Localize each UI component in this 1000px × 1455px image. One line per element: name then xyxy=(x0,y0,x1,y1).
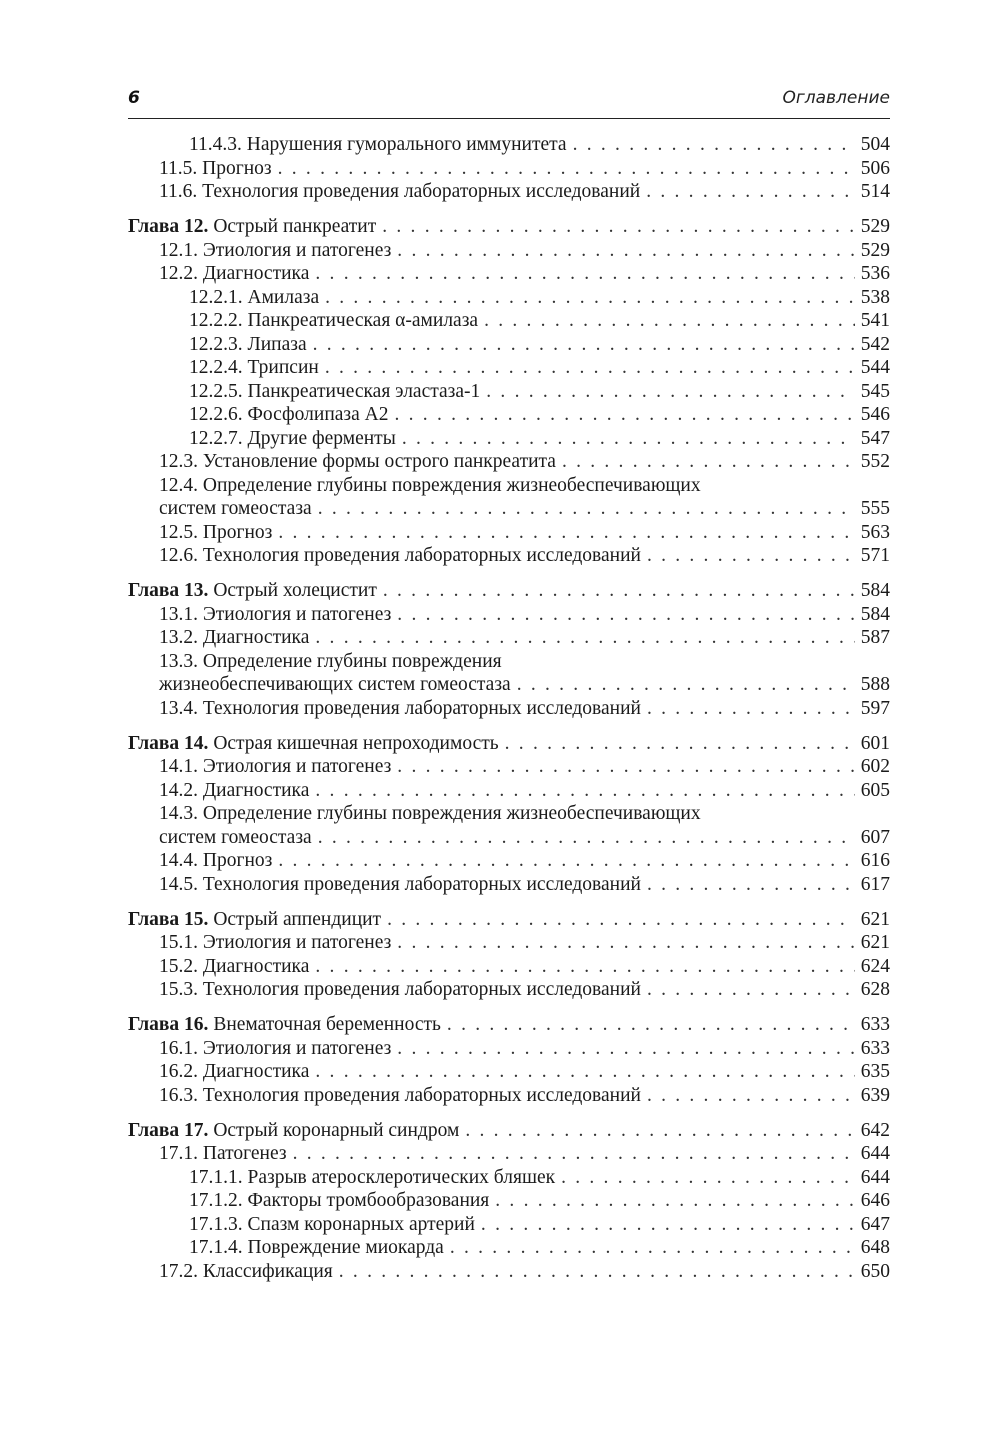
dot-leader xyxy=(293,1142,855,1166)
toc-entry-text xyxy=(159,826,312,850)
toc-entry-title: систем гомеостаза xyxy=(159,826,312,848)
toc-entry-text xyxy=(159,521,272,545)
table-of-contents xyxy=(128,133,890,1295)
toc-entry-number: 13.3. xyxy=(159,650,198,672)
toc-entry-title: Острый коронарный синдром xyxy=(213,1119,460,1141)
toc-entry-title: Технология проведения лабораторных исследований xyxy=(202,873,641,895)
dot-leader xyxy=(315,779,854,803)
dot-leader xyxy=(484,309,855,333)
dot-leader xyxy=(318,826,855,850)
toc-entry-number: 12.2.2. xyxy=(189,310,243,331)
toc-entry-title: Прогноз xyxy=(202,157,272,179)
toc-entry-page: 571 xyxy=(860,545,890,566)
toc-entry-number: 12.2.6. xyxy=(189,404,243,425)
toc-entry-number: 17.2. xyxy=(159,1260,198,1282)
toc-entry-number: 15.2. xyxy=(159,955,198,977)
toc-chapter-group xyxy=(128,908,890,1002)
toc-entry-text xyxy=(189,403,389,427)
toc-entry-title: Патогенез xyxy=(202,1143,287,1164)
toc-entry-title: Факторы тромбообразования xyxy=(247,1190,490,1211)
toc-entry-title: Технология проведения лабораторных исследований xyxy=(202,181,641,202)
toc-entry-text xyxy=(189,333,307,357)
toc-entry-text xyxy=(159,931,391,955)
toc-entry-page: 529 xyxy=(860,239,890,261)
toc-entry[interactable] xyxy=(128,626,890,650)
toc-entry[interactable] xyxy=(128,1236,890,1260)
toc-entry-page: 644 xyxy=(860,1143,890,1164)
toc-entry-page: 648 xyxy=(860,1237,890,1258)
toc-entry[interactable] xyxy=(128,474,890,498)
toc-entry[interactable] xyxy=(128,356,890,380)
toc-entry-page: 547 xyxy=(860,427,890,449)
toc-entry-title: Установление формы острого панкреатита xyxy=(202,451,556,472)
toc-entry[interactable] xyxy=(128,755,890,779)
page-number: 6 xyxy=(128,88,140,108)
toc-entry[interactable] xyxy=(128,1189,890,1213)
toc-entry-title: Липаза xyxy=(247,333,307,355)
toc-entry-text xyxy=(159,1060,309,1084)
toc-entry[interactable] xyxy=(128,697,890,721)
toc-entry-number: 16.2. xyxy=(159,1061,198,1082)
toc-entry-page: 536 xyxy=(860,263,890,284)
toc-entry-page: 529 xyxy=(860,216,890,237)
toc-entry-number: Глава 13. xyxy=(128,580,209,601)
toc-entry-text xyxy=(189,1236,444,1260)
toc-chapter-group xyxy=(128,133,890,204)
toc-entry-page: 650 xyxy=(860,1260,890,1282)
dot-leader xyxy=(450,1236,855,1260)
toc-entry-page: 639 xyxy=(860,1084,890,1106)
toc-entry-title: Повреждение миокарда xyxy=(247,1237,444,1258)
toc-entry-page: 616 xyxy=(860,850,890,871)
dot-leader xyxy=(647,544,855,568)
toc-entry-text xyxy=(128,732,499,756)
toc-entry-page: 552 xyxy=(860,451,890,472)
dot-leader xyxy=(647,978,855,1002)
dot-leader xyxy=(318,497,855,521)
dot-leader xyxy=(325,286,855,310)
toc-entry-title: Амилаза xyxy=(247,286,320,308)
toc-entry[interactable] xyxy=(128,603,890,627)
toc-chapter-entry[interactable] xyxy=(128,732,890,756)
toc-entry[interactable] xyxy=(128,1142,890,1166)
toc-entry-number: 12.2.1. xyxy=(189,286,243,308)
toc-entry-page: 545 xyxy=(860,380,890,402)
toc-entry-number: Глава 14. xyxy=(128,732,209,754)
toc-entry-title: Нарушения гуморального иммунитета xyxy=(246,134,567,155)
toc-entry-title: Этиология и патогенез xyxy=(202,1037,392,1059)
toc-entry-title: Прогноз xyxy=(202,850,273,871)
dot-leader xyxy=(397,239,854,263)
toc-entry-text xyxy=(189,356,319,380)
toc-entry-text xyxy=(189,1189,489,1213)
toc-entry-number: Глава 17. xyxy=(128,1119,209,1141)
toc-entry[interactable] xyxy=(128,450,890,474)
toc-entry-number: 14.1. xyxy=(159,756,198,777)
toc-entry[interactable] xyxy=(128,849,890,873)
toc-entry-text xyxy=(159,1084,641,1108)
toc-entry-page: 624 xyxy=(860,955,890,977)
toc-entry-number: 14.3. xyxy=(159,803,198,824)
toc-entry-page: 506 xyxy=(860,157,890,179)
dot-leader xyxy=(573,133,855,157)
toc-entry[interactable] xyxy=(128,1166,890,1190)
toc-entry[interactable] xyxy=(128,1260,890,1284)
toc-entry[interactable] xyxy=(128,1060,890,1084)
dot-leader xyxy=(397,1037,854,1061)
toc-entry-number: 12.2.3. xyxy=(189,333,243,355)
dot-leader xyxy=(481,1213,855,1237)
toc-entry-title: Технология проведения лабораторных исследований xyxy=(202,1084,641,1106)
dot-leader xyxy=(397,931,854,955)
dot-leader xyxy=(561,1166,855,1190)
toc-entry[interactable] xyxy=(128,1037,890,1061)
toc-entry-text xyxy=(159,1260,333,1284)
toc-entry-page: 642 xyxy=(860,1119,890,1141)
dot-leader xyxy=(447,1013,855,1037)
toc-entry-title: Острый аппендицит xyxy=(213,908,382,930)
dot-leader xyxy=(313,333,855,357)
toc-entry-page: 607 xyxy=(860,826,890,848)
toc-entry-text xyxy=(128,579,377,603)
toc-entry-text xyxy=(159,955,309,979)
dot-leader xyxy=(278,157,855,181)
toc-entry-page: 605 xyxy=(860,779,890,801)
toc-entry-text xyxy=(189,427,396,451)
toc-entry-title: Диагностика xyxy=(202,955,310,977)
toc-entry-number: Глава 16. xyxy=(128,1014,209,1035)
toc-entry-text xyxy=(128,908,381,932)
toc-entry-page: 633 xyxy=(860,1014,890,1035)
toc-entry-title: Технология проведения лабораторных исследований xyxy=(202,545,641,566)
toc-entry[interactable] xyxy=(128,497,890,521)
toc-entry-page: 584 xyxy=(860,580,890,601)
dot-leader xyxy=(339,1260,855,1284)
toc-entry-text xyxy=(159,802,701,826)
toc-entry-title: Спазм коронарных артерий xyxy=(247,1213,475,1235)
toc-entry-title: Определение глубины повреждения жизнеобеспечивающих xyxy=(202,474,701,496)
toc-entry-title: Этиология и патогенез xyxy=(202,932,392,953)
toc-entry-text xyxy=(159,157,272,181)
dot-leader xyxy=(382,215,855,239)
toc-entry-title: Этиология и патогенез xyxy=(202,603,392,625)
toc-entry-title: систем гомеостаза xyxy=(159,498,312,519)
toc-entry-page: 563 xyxy=(860,521,890,543)
toc-entry-text xyxy=(189,380,480,404)
toc-entry-text xyxy=(159,544,641,568)
toc-chapter-entry[interactable] xyxy=(128,215,890,239)
dot-leader xyxy=(486,380,854,404)
toc-entry-page: 542 xyxy=(860,333,890,355)
toc-entry[interactable] xyxy=(128,239,890,263)
toc-entry-text xyxy=(159,497,312,521)
toc-entry-page: 538 xyxy=(860,286,890,308)
toc-entry-text xyxy=(159,673,511,697)
toc-entry-title: Технология проведения лабораторных исследований xyxy=(202,697,641,719)
toc-entry-page: 647 xyxy=(860,1213,890,1235)
dot-leader xyxy=(562,450,855,474)
toc-entry[interactable] xyxy=(128,157,890,181)
toc-entry-title: Диагностика xyxy=(202,779,310,801)
toc-entry-number: 17.1.1. xyxy=(189,1166,243,1188)
toc-entry-page: 504 xyxy=(860,134,890,155)
toc-entry[interactable] xyxy=(128,380,890,404)
toc-entry-number: 17.1.4. xyxy=(189,1237,243,1258)
toc-entry-number: 12.1. xyxy=(159,239,198,261)
toc-entry-number: Глава 12. xyxy=(128,216,209,237)
toc-entry-title: Классификация xyxy=(202,1260,333,1282)
toc-entry[interactable] xyxy=(128,286,890,310)
dot-leader xyxy=(315,626,854,650)
toc-entry-text xyxy=(159,603,391,627)
toc-entry[interactable] xyxy=(128,978,890,1002)
toc-chapter-group xyxy=(128,579,890,720)
toc-entry-title: Технология проведения лабораторных исследований xyxy=(202,979,641,1000)
dot-leader xyxy=(647,1084,855,1108)
toc-entry[interactable] xyxy=(128,955,890,979)
toc-entry-number: 11.5. xyxy=(159,157,198,179)
toc-entry-number: 14.2. xyxy=(159,779,198,801)
dot-leader xyxy=(517,673,855,697)
toc-entry-number: 16.3. xyxy=(159,1084,198,1106)
header-divider xyxy=(128,118,890,119)
toc-entry-text xyxy=(159,755,391,779)
toc-entry-title: Этиология и патогенез xyxy=(202,239,392,261)
toc-entry-number: 16.1. xyxy=(159,1037,198,1059)
toc-entry-number: 14.4. xyxy=(159,850,198,871)
toc-entry-number: 11.4.3. xyxy=(189,134,242,155)
dot-leader xyxy=(397,755,854,779)
toc-entry-title: Панкреатическая эластаза-1 xyxy=(247,380,481,402)
toc-entry[interactable] xyxy=(128,826,890,850)
toc-entry[interactable] xyxy=(128,1084,890,1108)
toc-entry-number: 13.1. xyxy=(159,603,198,625)
dot-leader xyxy=(647,873,855,897)
toc-entry-number: 11.6. xyxy=(159,181,198,202)
toc-entry-text xyxy=(159,779,309,803)
toc-entry-number: 13.4. xyxy=(159,697,198,719)
toc-entry-text xyxy=(128,1119,459,1143)
dot-leader xyxy=(278,849,854,873)
toc-entry[interactable] xyxy=(128,544,890,568)
toc-entry-text xyxy=(159,873,641,897)
dot-leader xyxy=(325,356,855,380)
toc-entry-text xyxy=(159,1142,287,1166)
toc-entry-page: 597 xyxy=(860,697,890,719)
toc-entry-text xyxy=(159,849,272,873)
toc-entry-number: 17.1.2. xyxy=(189,1190,243,1211)
toc-entry-page: 633 xyxy=(860,1037,890,1059)
toc-entry-page: 628 xyxy=(860,979,890,1000)
toc-entry-number: 12.2.7. xyxy=(189,427,243,449)
toc-entry-page: 617 xyxy=(860,873,890,895)
toc-entry-page: 546 xyxy=(860,404,890,425)
toc-entry[interactable] xyxy=(128,931,890,955)
dot-leader xyxy=(646,180,855,204)
toc-entry-text xyxy=(189,309,478,333)
toc-entry[interactable] xyxy=(128,262,890,286)
toc-entry-title: Диагностика xyxy=(202,1061,310,1082)
toc-entry-text xyxy=(189,1166,555,1190)
dot-leader xyxy=(465,1119,854,1143)
toc-entry[interactable] xyxy=(128,309,890,333)
toc-entry-text xyxy=(159,239,391,263)
toc-entry-page: 555 xyxy=(860,498,890,519)
toc-entry-number: 17.1. xyxy=(159,1143,198,1164)
dot-leader xyxy=(383,579,855,603)
dot-leader xyxy=(315,955,854,979)
toc-entry-page: 646 xyxy=(860,1190,890,1211)
toc-entry-text xyxy=(159,626,309,650)
toc-entry-number: 15.1. xyxy=(159,932,198,953)
toc-chapter-group xyxy=(128,1119,890,1284)
toc-entry-title: Этиология и патогенез xyxy=(202,756,392,777)
toc-entry-page: 588 xyxy=(860,674,890,695)
toc-entry-title: Острая кишечная непроходимость xyxy=(213,732,499,754)
toc-entry-page: 644 xyxy=(860,1166,890,1188)
toc-chapter-entry[interactable] xyxy=(128,1119,890,1143)
toc-entry[interactable] xyxy=(128,180,890,204)
toc-entry-number: 12.2.5. xyxy=(189,380,243,402)
toc-entry-text xyxy=(159,450,556,474)
toc-entry-title: Панкреатическая α-амилаза xyxy=(247,310,479,331)
dot-leader xyxy=(387,908,855,932)
toc-entry[interactable] xyxy=(128,802,890,826)
toc-entry[interactable] xyxy=(128,873,890,897)
toc-entry-text xyxy=(189,1213,475,1237)
toc-entry-title: жизнеобеспечивающих систем гомеостаза xyxy=(159,674,511,695)
toc-entry-page: 602 xyxy=(860,756,890,777)
toc-entry[interactable] xyxy=(128,333,890,357)
toc-entry-number: 12.5. xyxy=(159,521,198,543)
toc-entry-page: 584 xyxy=(860,603,890,625)
toc-entry-title: Определение глубины повреждения жизнеобеспечивающих xyxy=(202,803,701,824)
toc-entry-title: Внематочная беременность xyxy=(213,1014,441,1035)
dot-leader xyxy=(495,1189,854,1213)
toc-entry-number: 12.2.4. xyxy=(189,357,243,378)
toc-entry-page: 587 xyxy=(860,627,890,648)
toc-entry-title: Острый холецистит xyxy=(213,580,377,601)
toc-entry[interactable] xyxy=(128,1213,890,1237)
toc-entry-text xyxy=(159,650,502,674)
toc-entry[interactable] xyxy=(128,779,890,803)
toc-entry-number: 12.4. xyxy=(159,474,198,496)
toc-entry-text xyxy=(159,474,701,498)
toc-entry-text xyxy=(189,133,567,157)
toc-entry-title: Определение глубины повреждения xyxy=(202,650,502,672)
toc-entry[interactable] xyxy=(128,650,890,674)
dot-leader xyxy=(315,1060,854,1084)
toc-entry-number: Глава 15. xyxy=(128,908,209,930)
dot-leader xyxy=(402,427,855,451)
toc-entry-text xyxy=(159,180,640,204)
toc-entry[interactable] xyxy=(128,673,890,697)
toc-entry-number: 12.3. xyxy=(159,451,198,472)
toc-entry-page: 621 xyxy=(860,932,890,953)
toc-entry[interactable] xyxy=(128,521,890,545)
toc-entry-text xyxy=(189,286,319,310)
toc-entry-page: 635 xyxy=(860,1061,890,1082)
toc-entry[interactable] xyxy=(128,133,890,157)
toc-entry[interactable] xyxy=(128,403,890,427)
toc-entry-text xyxy=(159,1037,391,1061)
toc-entry-title: Другие ферменты xyxy=(247,427,396,449)
toc-chapter-group xyxy=(128,1013,890,1107)
toc-entry-number: 13.2. xyxy=(159,627,198,648)
page-header xyxy=(128,86,890,116)
dot-leader xyxy=(505,732,855,756)
toc-entry-title: Трипсин xyxy=(247,357,319,378)
toc-chapter-group xyxy=(128,732,890,897)
toc-entry-title: Диагностика xyxy=(202,263,310,284)
toc-entry-number: 15.3. xyxy=(159,979,198,1000)
toc-entry-number: 12.2. xyxy=(159,263,198,284)
toc-chapter-entry[interactable] xyxy=(128,908,890,932)
toc-entry-title: Диагностика xyxy=(202,627,310,648)
dot-leader xyxy=(278,521,854,545)
dot-leader xyxy=(315,262,854,286)
toc-entry[interactable] xyxy=(128,427,890,451)
toc-entry-text xyxy=(128,215,376,239)
toc-entry-title: Разрыв атеросклеротических бляшек xyxy=(247,1166,556,1188)
toc-chapter-group xyxy=(128,215,890,568)
toc-entry-text xyxy=(159,262,309,286)
toc-entry-title: Фосфолипаза А2 xyxy=(247,404,389,425)
toc-entry-number: 17.1.3. xyxy=(189,1213,243,1235)
dot-leader xyxy=(395,403,855,427)
toc-entry-page: 541 xyxy=(860,310,890,331)
toc-entry-number: 14.5. xyxy=(159,873,198,895)
toc-chapter-entry[interactable] xyxy=(128,1013,890,1037)
dot-leader xyxy=(397,603,854,627)
toc-entry-text xyxy=(159,697,641,721)
toc-entry-title: Острый панкреатит xyxy=(213,216,377,237)
toc-chapter-entry[interactable] xyxy=(128,579,890,603)
toc-entry-title: Прогноз xyxy=(202,521,273,543)
toc-entry-page: 514 xyxy=(860,181,890,202)
toc-entry-page: 544 xyxy=(860,357,890,378)
toc-entry-page: 601 xyxy=(860,732,890,754)
toc-entry-text xyxy=(159,978,641,1002)
toc-entry-page: 621 xyxy=(860,908,890,930)
running-title: Оглавление xyxy=(782,88,890,108)
toc-entry-text xyxy=(128,1013,441,1037)
dot-leader xyxy=(647,697,855,721)
toc-entry-number: 12.6. xyxy=(159,545,198,566)
